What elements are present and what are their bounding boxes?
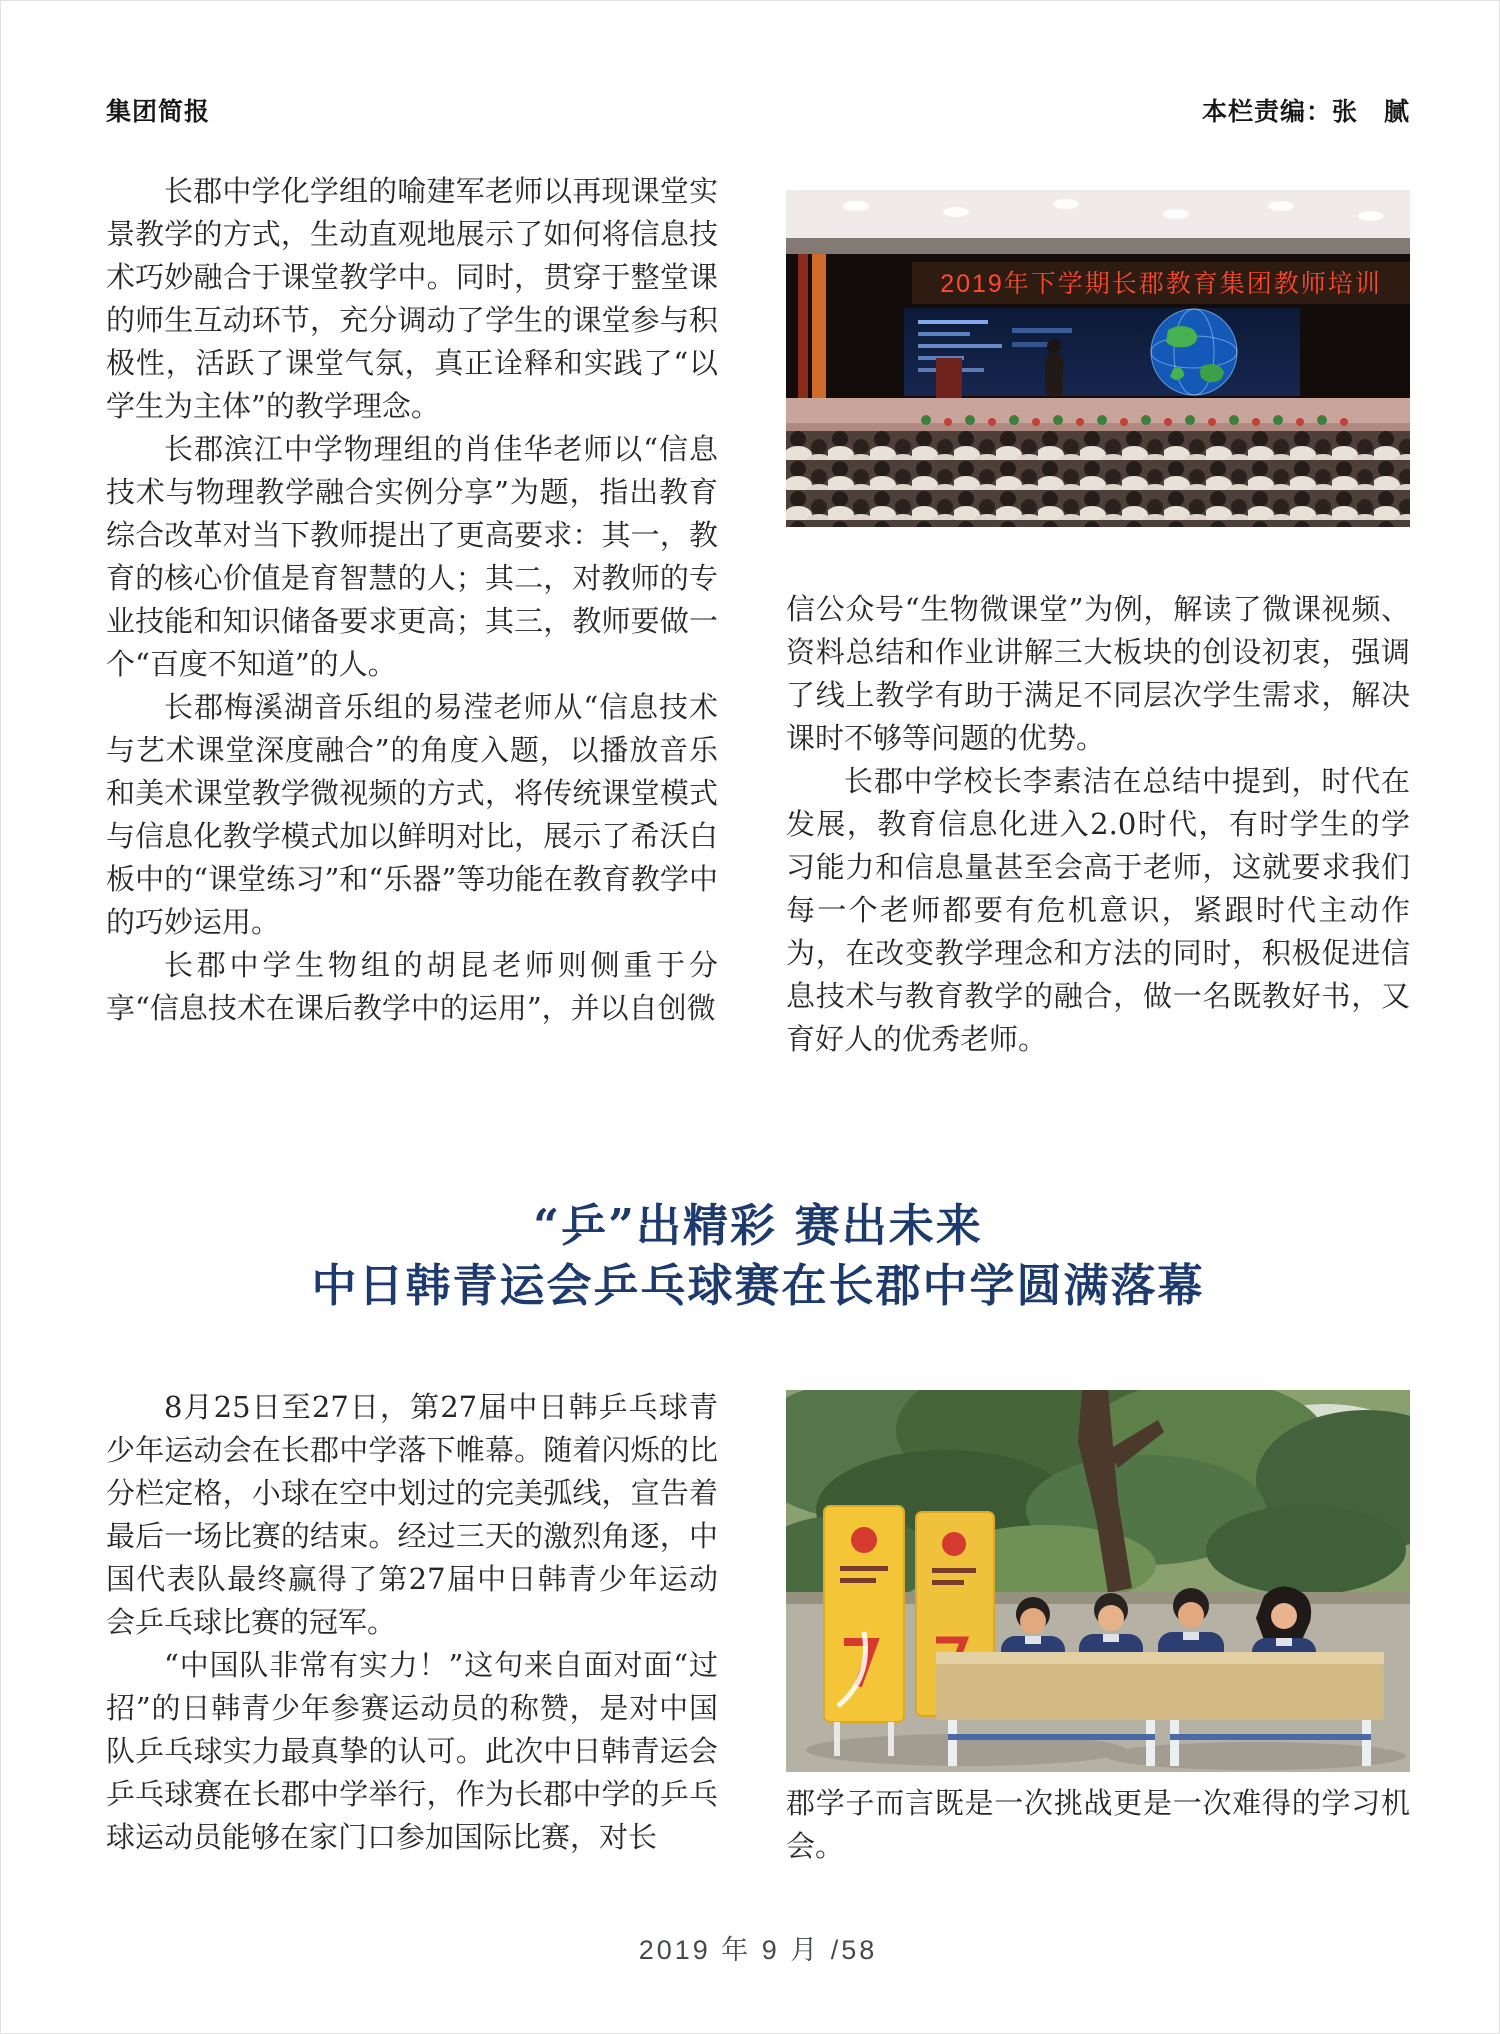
article1-left-column (106, 170, 718, 1030)
globe (1151, 309, 1237, 395)
curtain-left (798, 254, 808, 406)
paragraph: 长郡中学生物组的胡昆老师则侧重于分享“信息技术在课后教学中的运用”，并以自创微 (106, 948, 718, 1025)
article2-title (106, 1196, 1410, 1316)
speaker-silhouette (1045, 339, 1063, 397)
paragraph: 长郡中学化学组的喻建军老师以再现课堂实景教学的方式，生动直观地展示了如何将信息技术巧妙融合于课堂教学中。同时，贯穿于整堂课的师生互动环节，充分调动了学生的课堂参与积极性，活跃了课堂气氛，真正诠释和实践了“以学生为主体”的教学理念。 (106, 174, 718, 423)
header-section-title: 集团简报 (106, 98, 211, 126)
podium (936, 358, 962, 400)
paragraph: 长郡梅溪湖音乐组的易滢老师从“信息技术与艺术课堂深度融合”的角度入题，以播放音乐和美术课堂教学微视频的方式，将传统课堂模式与信息化教学模式加以鲜明对比，展示了希沃白板中的“课堂练习”和“乐器”等功能在教育教学中的巧妙运用。 (106, 690, 718, 939)
light-column (812, 254, 826, 406)
outdoor-scene (786, 1390, 1410, 1772)
ceiling-beam (786, 238, 1410, 254)
paragraph: 长郡滨江中学物理组的肖佳华老师以“信息技术与物理教学融合实例分享”为题，指出教育综合改革对当下教师提出了更高要求：其一，教育的核心价值是育智慧的人；其二，对教师的专业技能和知识储备要求更高；其三，教师要做一个“百度不知道”的人。 (106, 432, 718, 681)
paragraph: “中国队非常有实力！”这句来自面对面“过招”的日韩青少年参赛运动员的称赞，是对中国队乒乓球实力最真挚的认可。此次中日韩青运会乒乓球赛在长郡中学举行，作为长郡中学的乒乓球运动员能够在家门口参加国际比赛，对长 (106, 1648, 718, 1854)
article2-title-line1: “乒”出精彩 赛出未来 (533, 1199, 983, 1252)
paragraph: 8月25日至27日，第27届中日韩乒乓球青少年运动会在长郡中学落下帷幕。随着闪烁的比分栏定格，小球在空中划过的完美弧线，宣告着最后一场比赛的结束。经过三天的激烈角逐，中国代表队最终赢得了第27届中日韩青少年运动会乒乓球比赛的冠军。 (106, 1390, 718, 1639)
ceiling (786, 190, 1410, 238)
led-banner-text: 2019年下学期长郡教育集团教师培训 (940, 270, 1382, 298)
auditorium-scene (786, 190, 1410, 527)
paragraph: 长郡中学校长李素洁在总结中提到，时代在发展，教育信息化进入2.0时代，有时学生的学习能力和信息量甚至会高于老师，这就要求我们每一个老师都要有危机意识，紧跟时代主动作为，在改变教学理念和方法的同时，积极促进信息技术与教育教学的融合，做一名既教好书，又育好人的优秀老师。 (786, 764, 1410, 1056)
stage-edge (786, 423, 1410, 431)
footer-page-info: 2019 年 9 月 /58 (638, 1935, 878, 1965)
photo-outdoor-students (786, 1390, 1410, 1772)
audience-heads (786, 431, 1410, 527)
event-banner-1 (824, 1506, 904, 1756)
paragraph: 郡学子而言既是一次挑战更是一次难得的学习机会。 (786, 1786, 1410, 1863)
paragraph: 信公众号“生物微课堂”为例，解读了微课视频、资料总结和作业讲解三大板块的创设初衷，强调了线上教学有助于满足不同层次学生需求，解决课时不够等问题的优势。 (786, 592, 1410, 755)
article2-title-line2: 中日韩青运会乒乓球赛在长郡中学圆满落幕 (311, 1259, 1205, 1312)
article1-right-column (786, 588, 1410, 1061)
article2-left-column (106, 1386, 718, 1859)
article2-right-column (786, 1782, 1410, 1868)
header-editor-credit: 本栏责编：张 腻 (1201, 98, 1410, 126)
photo-auditorium-training (786, 190, 1410, 527)
